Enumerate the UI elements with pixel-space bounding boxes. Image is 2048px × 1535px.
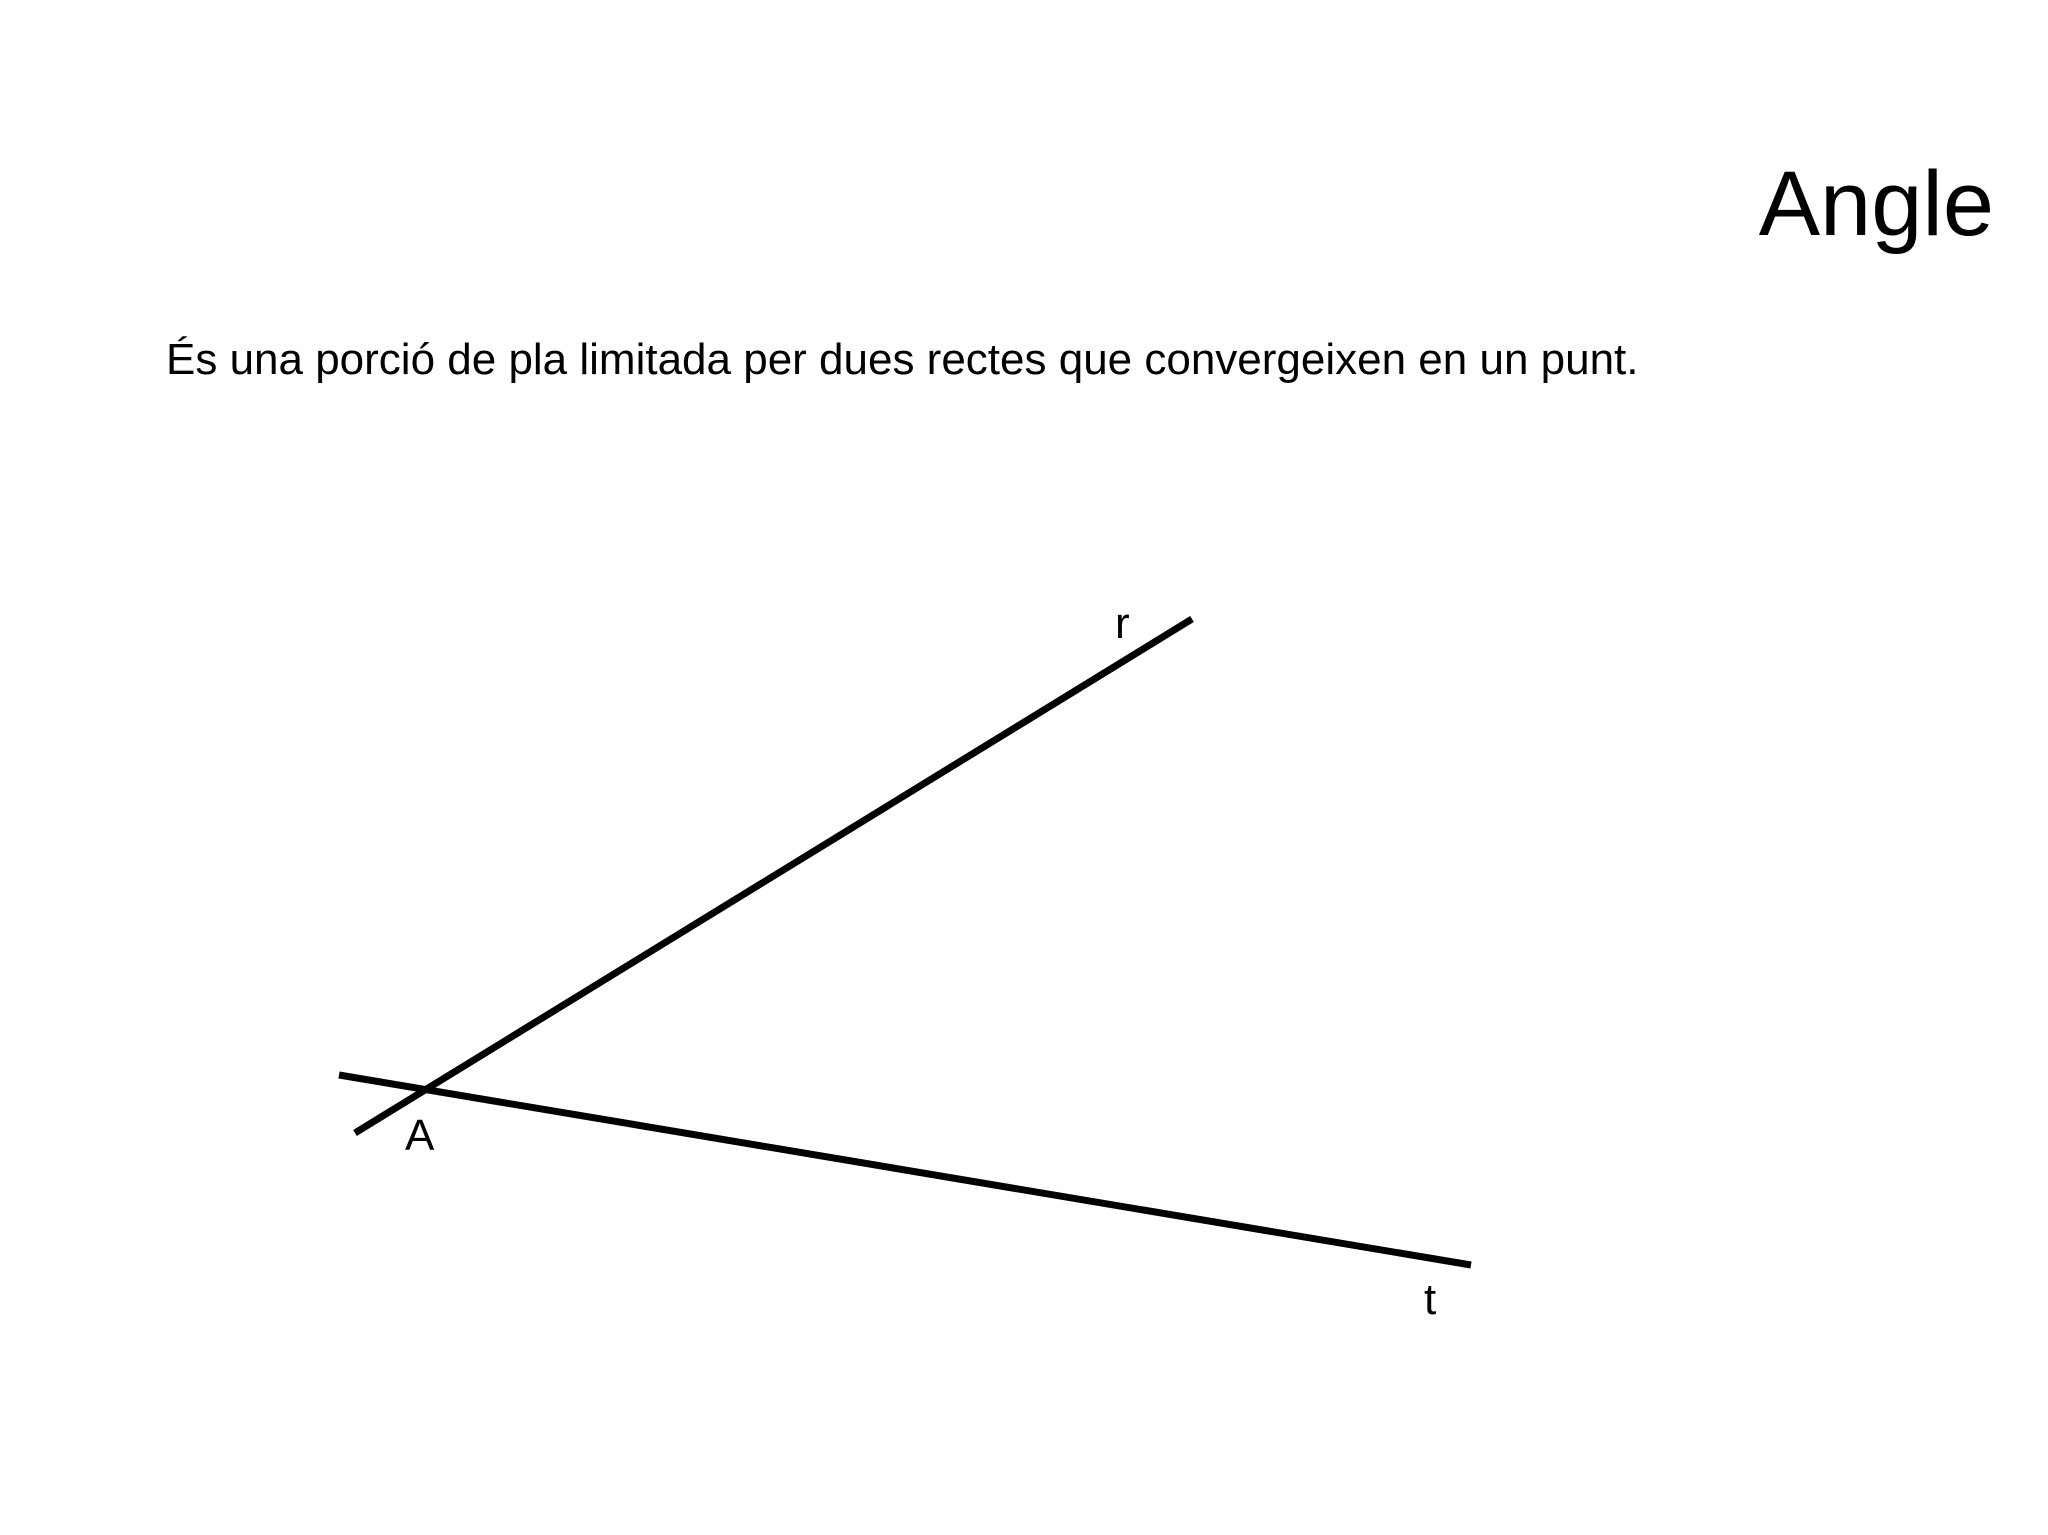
line-r-label: r [1115,599,1130,648]
vertex-label: A [405,1111,435,1160]
line-r [355,619,1192,1133]
angle-definition: És una porció de pla limitada per dues rectes que convergeixen en un punt. [166,335,1639,384]
line-t-label: t [1424,1275,1437,1324]
line-t [339,1075,1471,1265]
slide-title: Angle [1758,153,1994,255]
